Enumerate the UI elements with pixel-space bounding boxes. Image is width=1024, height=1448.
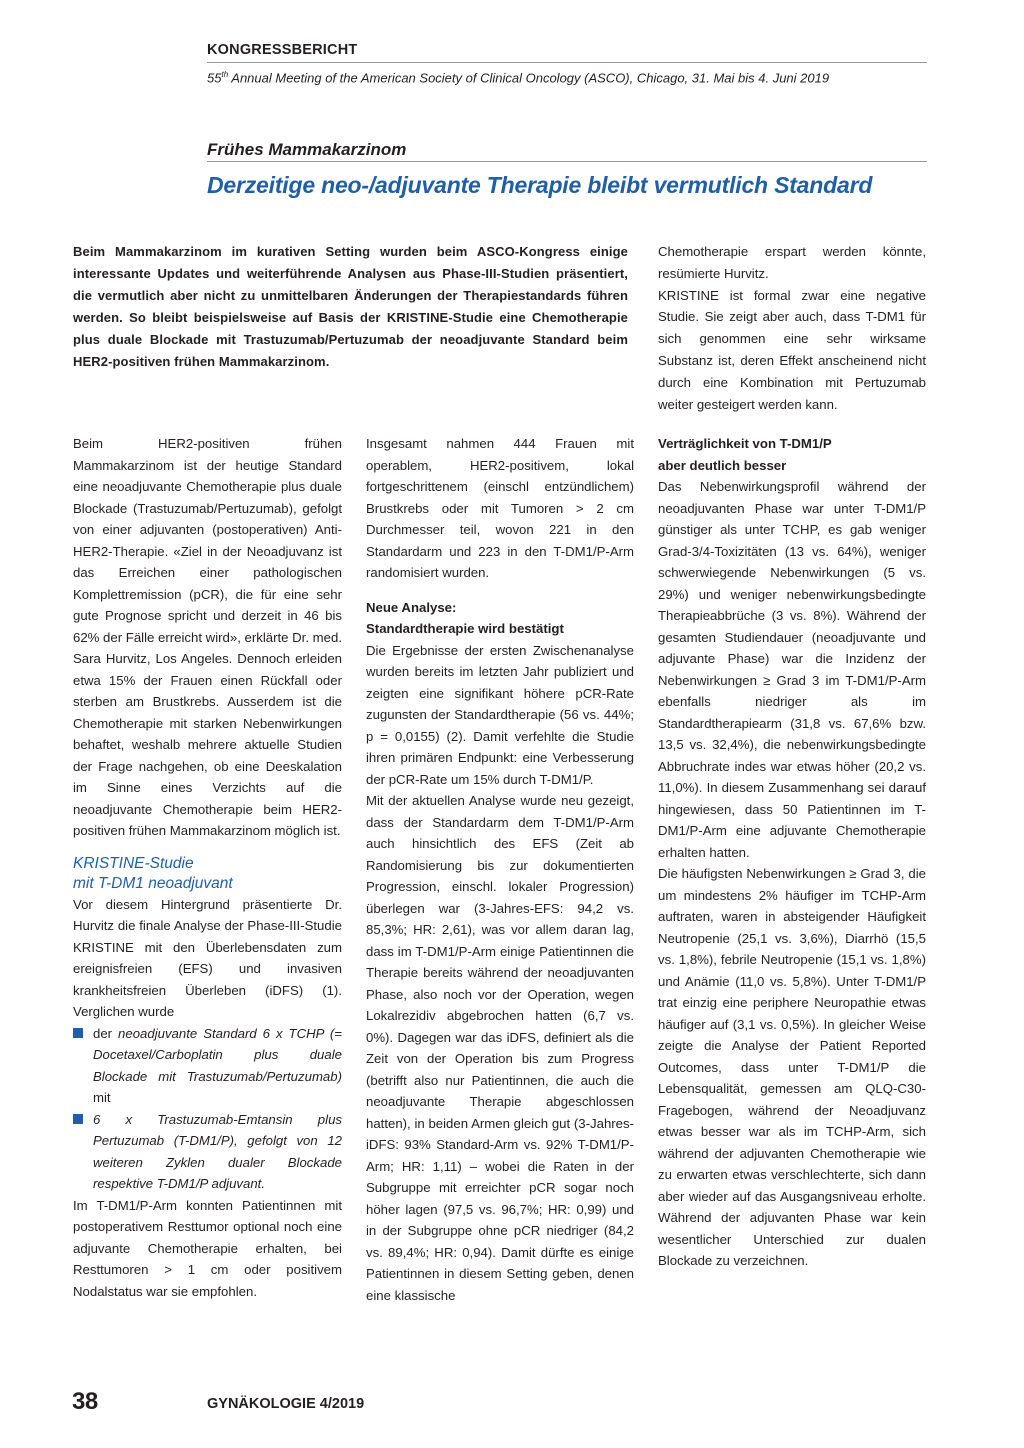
bullet-suffix: mit [93,1090,111,1105]
column-2 [366,433,634,1306]
column-1 [73,433,342,1302]
subheading: Neue Analyse: [366,599,457,615]
meeting-description: Annual Meeting of the American Society of Clinical Oncology (ASCO), Chicago, 31. Mai bis 4. Juni 2019 [228,70,830,86]
subheading: aber deutlich besser [658,457,787,473]
paragraph: Insgesamt nahmen 444 Frauen mit operablem, HER2-positivem, lokal fortgeschrittenem (einschl entzündlichem) Brustkrebs oder mit Tumoren > 2 cm Durchmesser teil, wovon 221 in den Standardarm und 223 in den T-DM1/P-Arm randomisiert wurden. [366,436,634,580]
bullet-square-icon [73,1114,83,1124]
spacer [366,584,634,597]
header-rule [207,62,927,63]
bullet-prefix: der [93,1025,119,1041]
bullet-item [73,1109,342,1195]
paragraph: Das Nebenwirkungsprofil während der neoadjuvanten Phase war unter T-DM1/P günstiger als unter TCHP, es gab weniger Grad-3/4-Toxizitäten (13 vs. 64%), weniger schwerwiegende Nebenwirkungen (5 vs. 29%) und weniger nebenwirkungsbedingte Therapieabbrüche (3 vs. 8%). Während der gesamten Studiendauer (neoadjuvante und adjuvante Phase) war die Inzidenz der Nebenwirkungen ≥ Grad 3 im T-DM1/P-Arm ebenfalls niedriger als im Standardtherapiearm (31,8 vs. 67,6% bzw. 13,5 vs. 32,4%), die nebenwirkungsbedingte Abbruchrate indes war etwas höher (20,2 vs. 11,0%). In diesem Zusammenhang sei darauf hingewiesen, dass 50 Patientinnen im T-DM1/P-Arm eine adjuvante Chemotherapie erhalten hatten. [658,479,926,860]
subheading: Verträglichkeit von T-DM1/P [658,436,832,451]
subheading-kristine [73,854,342,894]
subheading-line: KRISTINE-Studie [73,854,194,872]
article-title: Derzeitige neo-/adjuvante Therapie bleibt vermutlich Standard [207,172,873,198]
journal-issue: GYNÄKOLOGIE 4/2019 [207,1396,365,1412]
paragraph: Mit der aktuellen Analyse wurde neu gezeigt, dass der Standardarm dem T-DM1/P-Arm auch hinsichtlich des EFS (Zeit ab Randomisierung bis zur dokumentierten Progression, einschl. lokaler Progression) überlegen war (3-Jahres-EFS: 94,2 vs. 85,3%; HR: 2,61), was vor allem daran lag, dass im T-DM1/P-Arm einige Patientinnen die Therapie bereits während der neoadjuvanten Phase, also noch vor der Operation, wegen Lokalrezidiv abgebrochen hatten (6,7 vs. 0%). Dagegen war das iDFS, definiert als die Zeit von der Operation bis zum Progress (betrifft also nur Patientinnen, die auch die neoadjuvante Therapie abgeschlossen hatten), in beiden Armen gleich gut (3-Jahres-iDFS: 93% Standard-Arm vs. 92% T-DM1/P-Arm; HR: 1,11) – wobei die Raten in der Subgruppe mit erreichter pCR sogar noch höher lagen (97,5 vs. 96,7%; HR: 0,99) und in der Subgruppe ohne pCR niedriger (84,2 vs. 89,4%; HR: 0,94). Damit dürfte es einige Patientinnen in diesem Setting geben, denen eine klassische [366,793,634,1303]
paragraph: Chemotherapie erspart werden könnte, resümierte Hurvitz. [658,244,926,281]
bullet-square-icon [73,1028,83,1038]
paragraph: Vor diesem Hintergrund präsentierte Dr. Hurvitz die finale Analyse der Phase-III-Studie KRISTINE mit den Überlebensdaten zum ereignisfreien (EFS) und invasiven krankheitsfreien Überleben (iDFS) (1). Verglichen wurde [73,896,342,1019]
paragraph: Im T-DM1/P-Arm konnten Patientinnen mit postoperativem Resttumor optional noch eine adjuvante Chemotherapie erhalten, bei Resttumoren > 1 cm oder positivem Nodalstatus war sie empfohlen. [73,1197,342,1299]
meeting-ordinal: 55 [207,70,222,86]
topic-label: Frühes Mammakarzinom [207,140,407,159]
meeting-line [207,70,829,85]
page-number: 38 [72,1388,98,1415]
paragraph: KRISTINE ist formal zwar eine negative Studie. Sie zeigt aber auch, dass T-DM1 für sich genommen eine sehr wirksame Substanz ist, deren Effekt anscheinend nicht durch eine Kombination mit Pertuzumab weiter gesteigert werden kann. [658,287,926,412]
paragraph: Die häufigsten Nebenwirkungen ≥ Grad 3, die um mindestens 2% häufiger im TCHP-Arm auftraten, waren in absteigender Häufigkeit Neutropenie (25,1 vs. 3,6%), Diarrhö (15,5 vs. 1,8%), febrile Neutropenie (15,1 vs. 1,8%) und Anämie (11,0 vs. 5,8%). Unter T-DM1/P trat einzig eine periphere Neuropathie etwas häufiger auf (3,1 vs. 0,5%). In gleicher Weise zeigte die Analyse der Patient Reported Outcomes, dass unter T-DM1/P die Lebensqualität, gemessen am QLQ-C30-Fragebogen, während der Neoadjuvanz etwas besser war als im TCHP-Arm, sich während der adjuvanten Chemotherapie wie zu erwarten etwas verschlechterte, sich dann aber wieder auf das Ausgangsniveau erholte. Während der adjuvanten Phase war kein wesentlicher Unterschied zur dualen Blockade zu verzeichnen. [658,866,926,1268]
column-3 [658,433,926,1272]
paragraph: Beim HER2-positiven frühen Mammakarzinom ist der heutige Standard eine neoadjuvante Chemotherapie plus duale Blockade (Trastuzumab/Pertuzumab), gefolgt von einer adjuvanten (postoperativen) Anti-HER2-Therapie. «Ziel in der Neoadjuvanz ist das Erreichen einer pathologischen Komplettremission (pCR), die für eine sehr gute Prognose spricht und derzeit in 46 bis 62% der Fälle erreicht wird», erklärte Dr. med. Sara Hurvitz, Los Angeles. Dennoch erleiden etwa 15% der Frauen einen Rückfall oder sterben am Brustkrebs. Ausserdem ist die Chemotherapie mit starken Nebenwirkungen behaftet, weshalb mehrere aktuelle Studien der Frage nachgehen, ob eine Deeskalation im Sinne eines Verzichts auf die neoadjuvante Chemotherapie beim HER2-positiven frühen Mammakarzinom möglich ist. [73,436,342,838]
subheading: Standardtherapie wird bestätigt [366,621,564,636]
subheading-line: mit T-DM1 neoadjuvant [73,874,233,892]
meeting-ordinal-suffix: th [221,70,229,79]
topic-rule [207,161,927,162]
bullet-text: 6 x Trastuzumab-Emtansin plus Pertuzumab (T-DM1/P), gefolgt von 12 weiteren Zyklen dualer Blockade respektive T-DM1/P adjuvant. [93,1111,342,1191]
bullet-italic: neoadjuvante Standard 6 x TCHP (= Docetaxel/Carboplatin plus duale Blockade mit Trastuzumab/Pertuzumab) [93,1025,342,1084]
right-top-column [658,241,926,415]
lead-paragraph: Beim Mammakarzinom im kurativen Setting wurden beim ASCO-Kongress einige interessante Updates und weiterführende Analysen aus Phase-III-Studien präsentiert, die vermutlich aber nicht zu unmittelbaren Änderungen der Therapiestandards führen werden. So bleibt beispielsweise auf Basis der KRISTINE-Studie eine Chemotherapie plus duale Blockade mit Trastuzumab/Pertuzumab der neoadjuvante Standard beim HER2-positiven frühen Mammakarzinom. [73,244,628,370]
section-kicker: KONGRESSBERICHT [207,42,358,58]
bullet-item [73,1023,342,1109]
paragraph: Die Ergebnisse der ersten Zwischenanalyse wurden bereits im letzten Jahr publiziert und zeigten eine signifikant höhere pCR-Rate zugunsten der Standardtherapie (56 vs. 44%; p = 0,0155) (2). Damit verfehlte die Studie ihren primären Endpunkt: eine Verbesserung der pCR-Rate um 15% durch T-DM1/P. [366,642,634,787]
